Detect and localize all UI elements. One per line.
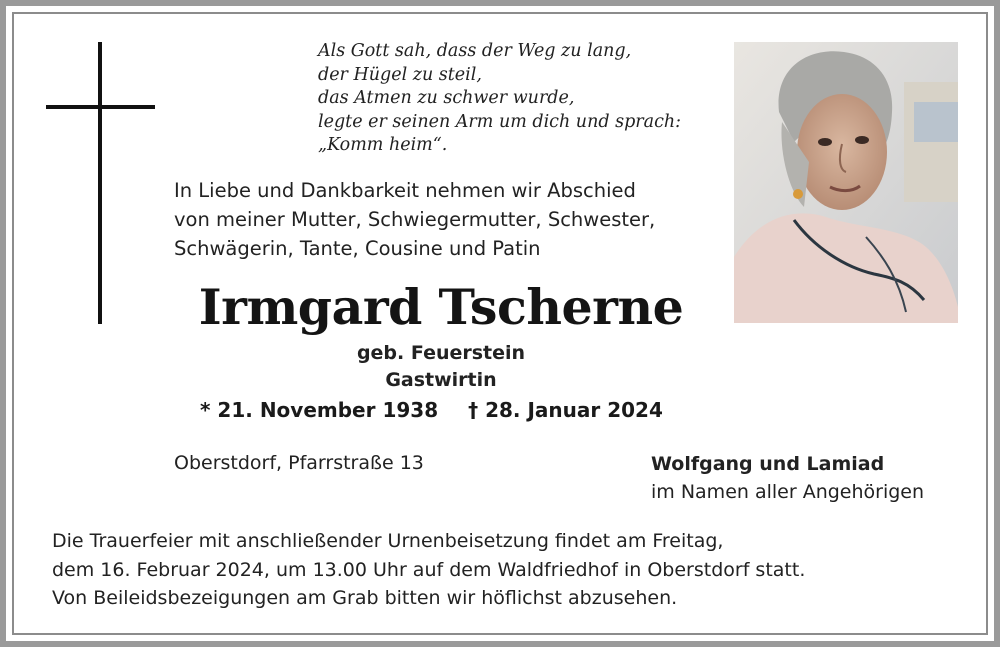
poem-line: legte er seinen Arm um dich und sprach: bbox=[318, 111, 682, 132]
funeral-notice bbox=[52, 527, 952, 613]
signers bbox=[651, 450, 924, 506]
death-date: † 28. Januar 2024 bbox=[468, 398, 663, 422]
birth-name: geb. Feuerstein bbox=[356, 342, 526, 364]
intro-text bbox=[174, 176, 714, 263]
funeral-line: Die Trauerfeier mit anschließender Urnenbeisetzung findet am Freitag, bbox=[52, 530, 724, 552]
poem bbox=[318, 40, 728, 158]
occupation: Gastwirtin bbox=[385, 369, 497, 391]
deceased-name: Irmgard Tscherne bbox=[198, 278, 684, 336]
funeral-line: dem 16. Februar 2024, um 13.00 Uhr auf dem Waldfriedhof in Oberstdorf statt. bbox=[52, 558, 806, 581]
portrait-photo bbox=[734, 42, 958, 323]
intro-line: In Liebe und Dankbarkeit nehmen wir Abschied bbox=[174, 179, 636, 202]
address: Oberstdorf, Pfarrstraße 13 bbox=[174, 452, 424, 474]
poem-line: das Atmen zu schwer wurde, bbox=[318, 88, 575, 109]
birth-date: * 21. November 1938 bbox=[200, 398, 439, 422]
poem-line: „Komm heim“. bbox=[318, 135, 448, 156]
cross-horizontal-bar bbox=[46, 105, 155, 109]
poem-line: der Hügel zu steil, bbox=[318, 64, 482, 85]
life-dates bbox=[200, 396, 700, 424]
poem-line: Als Gott sah, dass der Weg zu lang, bbox=[318, 41, 632, 61]
intro-line: Schwägerin, Tante, Cousine und Patin bbox=[174, 237, 541, 260]
portrait-image bbox=[734, 42, 958, 323]
signer-names: Wolfgang und Lamiad bbox=[651, 453, 885, 475]
signer-note: im Namen aller Angehörigen bbox=[651, 481, 925, 503]
intro-line: von meiner Mutter, Schwiegermutter, Schwester, bbox=[174, 208, 656, 231]
cross-vertical-bar bbox=[98, 42, 102, 324]
funeral-line: Von Beileidsbezeigungen am Grab bitten wir höflichst abzusehen. bbox=[52, 587, 678, 609]
